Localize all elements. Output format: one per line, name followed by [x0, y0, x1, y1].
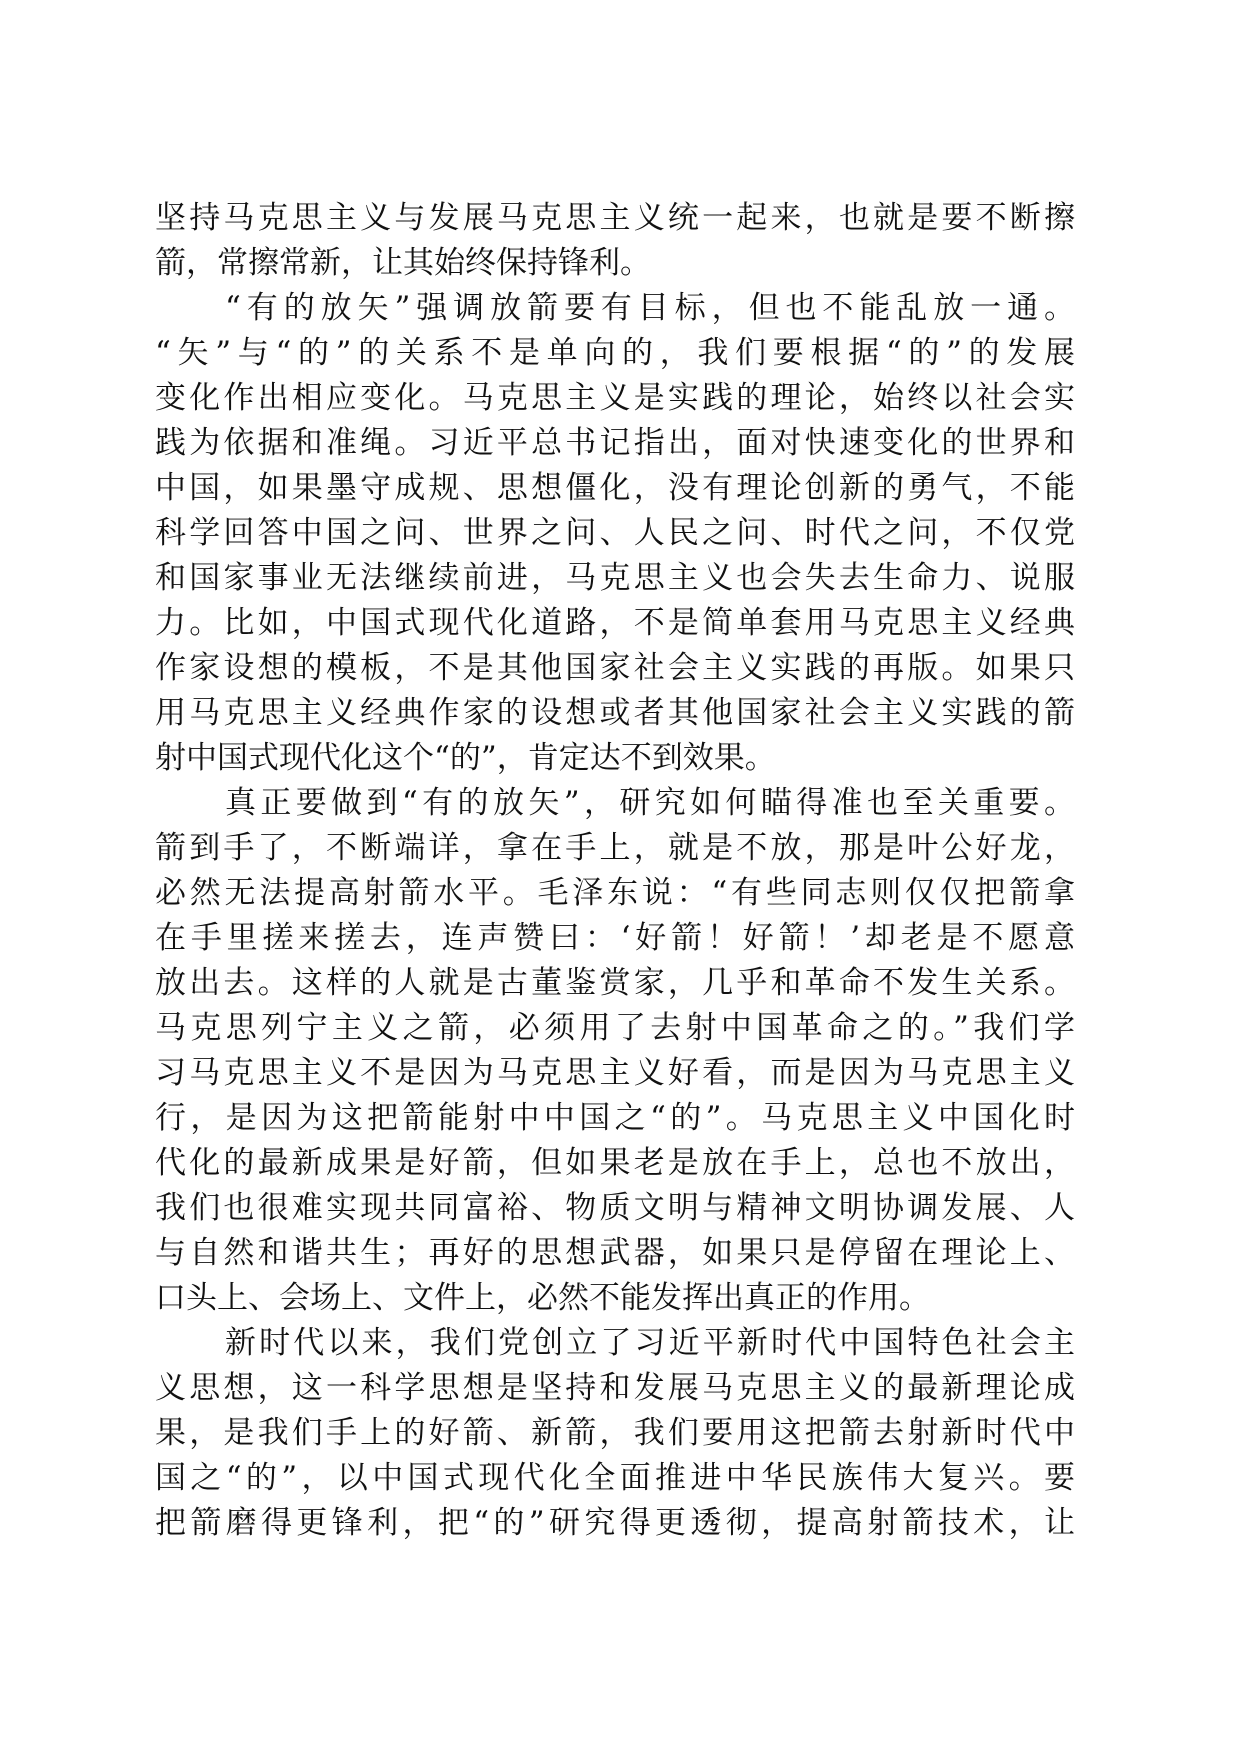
paragraph-first-line: “有的放矢”强调放箭要有目标，但也不能乱放一通。 — [225, 290, 1075, 326]
text-line: 中国，如果墨守成规、思想僵化，没有理论创新的勇气，不能 — [155, 470, 1075, 506]
text-line: 践为依据和准绳。习近平总书记指出，面对快速变化的世界和 — [155, 425, 1075, 461]
text-line: 国之“的”，以中国式现代化全面推进中华民族伟大复兴。要 — [155, 1460, 1075, 1496]
text-line: 义思想，这一科学思想是坚持和发展马克思主义的最新理论成 — [155, 1370, 1075, 1406]
document-body — [155, 196, 1075, 1546]
text-line: 坚持马克思主义与发展马克思主义统一起来，也就是要不断擦 — [155, 200, 1075, 236]
text-line: 放出去。这样的人就是古董鉴赏家，几乎和革命不发生关系。 — [155, 965, 1075, 1001]
text-line: 与自然和谐共生；再好的思想武器，如果只是停留在理论上、 — [155, 1235, 1075, 1271]
text-line: 果，是我们手上的好箭、新箭，我们要用这把箭去射新时代中 — [155, 1415, 1075, 1451]
text-line: “矢”与“的”的关系不是单向的，我们要根据“的”的发展 — [155, 335, 1075, 371]
text-line: 在手里搓来搓去，连声赞曰：‘好箭！好箭！’却老是不愿意 — [155, 920, 1075, 956]
text-line: 必然无法提高射箭水平。毛泽东说：“有些同志则仅仅把箭拿 — [155, 875, 1075, 911]
text-line: 和国家事业无法继续前进，马克思主义也会失去生命力、说服 — [155, 560, 1075, 596]
text-line: 变化作出相应变化。马克思主义是实践的理论，始终以社会实 — [155, 380, 1075, 416]
text-line: 用马克思主义经典作家的设想或者其他国家社会主义实践的箭 — [155, 695, 1075, 731]
text-line: 射中国式现代化这个“的”，肯定达不到效果。 — [155, 740, 776, 776]
text-line: 口头上、会场上、文件上，必然不能发挥出真正的作用。 — [155, 1280, 930, 1316]
text-line: 箭，常擦常新，让其始终保持锋利。 — [155, 245, 651, 281]
text-line: 力。比如，中国式现代化道路，不是简单套用马克思主义经典 — [155, 605, 1075, 641]
text-line: 作家设想的模板，不是其他国家社会主义实践的再版。如果只 — [155, 650, 1075, 686]
text-line: 把箭磨得更锋利，把“的”研究得更透彻，提高射箭技术，让 — [155, 1505, 1075, 1541]
text-line: 行，是因为这把箭能射中中国之“的”。马克思主义中国化时 — [155, 1100, 1075, 1136]
text-line: 习马克思主义不是因为马克思主义好看，而是因为马克思主义 — [155, 1055, 1075, 1091]
paragraph-first-line: 真正要做到“有的放矢”，研究如何瞄得准也至关重要。 — [225, 785, 1075, 821]
text-line: 马克思列宁主义之箭，必须用了去射中国革命之的。”我们学 — [155, 1010, 1075, 1046]
text-line: 科学回答中国之问、世界之问、人民之问、时代之问，不仅党 — [155, 515, 1075, 551]
paragraph-first-line: 新时代以来，我们党创立了习近平新时代中国特色社会主 — [225, 1325, 1075, 1361]
text-line: 代化的最新成果是好箭，但如果老是放在手上，总也不放出， — [155, 1145, 1075, 1181]
text-line: 箭到手了，不断端详，拿在手上，就是不放，那是叶公好龙， — [155, 830, 1075, 866]
text-line: 我们也很难实现共同富裕、物质文明与精神文明协调发展、人 — [155, 1190, 1075, 1226]
